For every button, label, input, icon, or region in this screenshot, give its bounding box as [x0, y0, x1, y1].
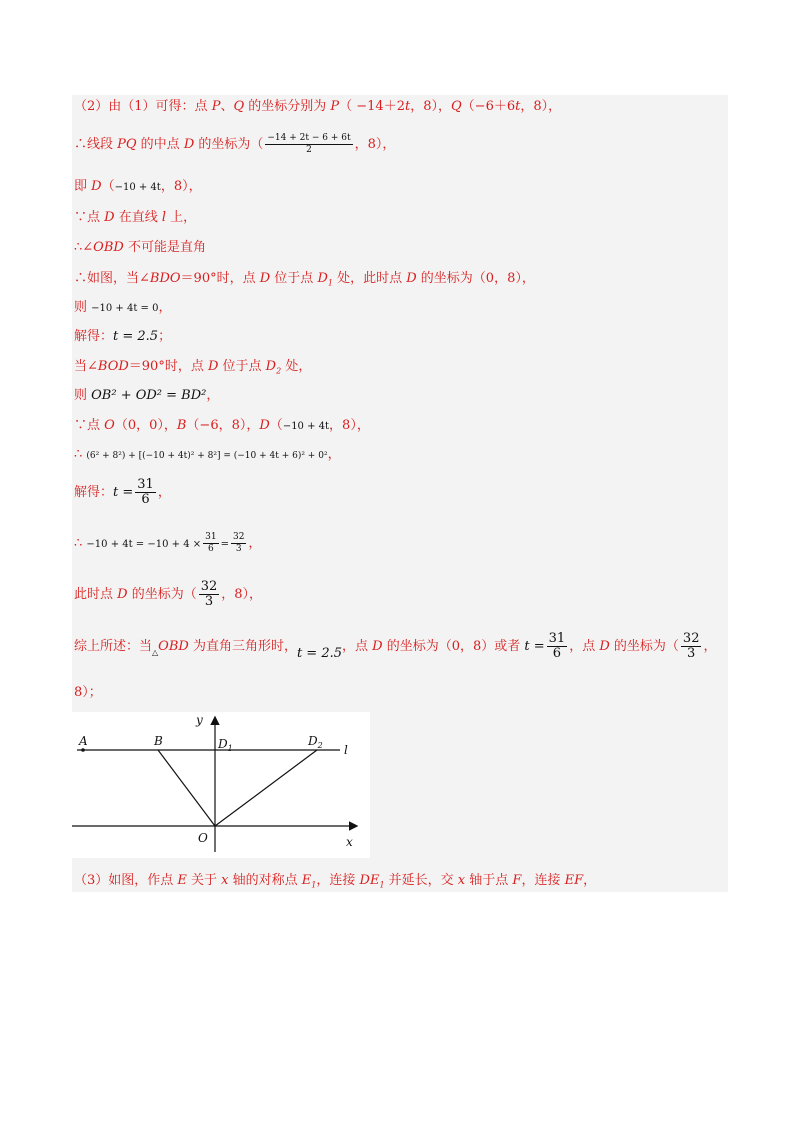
text: ，: [158, 300, 172, 315]
label-d1-sub: 1: [227, 744, 233, 753]
text: ，: [206, 388, 220, 403]
var-t: t: [404, 99, 411, 114]
math-expression: (6² + 8²) + [(−10 + 4t)² + 8²] = (−10 + 4t + 6)² + 0²: [86, 451, 328, 461]
var-p: P: [330, 99, 340, 114]
text: 、: [220, 99, 234, 114]
var-d: D: [406, 271, 417, 286]
text: 解得：: [74, 329, 114, 344]
text: ，8），: [221, 587, 263, 602]
text: 为直角三角形时，: [188, 639, 297, 654]
y-axis-label: y: [196, 713, 203, 727]
text-line-14: [74, 532, 261, 555]
math-expression: OB² + OD² = BD²: [91, 388, 207, 403]
fraction-numerator: 31: [548, 631, 566, 646]
text-line-5: [74, 240, 206, 256]
label-d2-letter: D: [308, 734, 318, 748]
text: 上，: [166, 210, 197, 225]
text-line-4: [74, 210, 196, 226]
math-lhs: −10 + 4t = −10 + 4 ×: [86, 539, 202, 550]
text: 处，: [281, 359, 312, 374]
fraction-32-3: [231, 532, 246, 555]
text: ，8），: [354, 137, 396, 152]
text: ＝90°时，点: [128, 359, 208, 374]
label-b: B: [154, 734, 163, 748]
math-expression: t = 2.5: [296, 646, 343, 661]
fraction-32-3: [199, 580, 220, 609]
text: 解得：: [74, 485, 114, 500]
var-obd: OBD: [93, 240, 124, 255]
fraction-denominator: 2: [306, 145, 312, 155]
text: ，8），: [160, 179, 202, 194]
text: （−6，8），: [186, 418, 260, 433]
label-d1: [217, 737, 233, 753]
fraction-denominator: 3: [204, 594, 214, 609]
subscript: 1: [379, 880, 385, 890]
text: ∵点: [74, 418, 105, 433]
text-line-11: [74, 418, 370, 435]
text-line-18: [74, 873, 596, 894]
text: 的坐标为（: [609, 639, 679, 654]
fraction-numerator: 32: [682, 631, 700, 646]
text: ∴线段: [74, 137, 118, 152]
text: 综上所述：当: [74, 639, 153, 654]
var-q: Q: [451, 99, 462, 114]
text: 在直线: [114, 210, 162, 225]
text: ∵点: [74, 210, 105, 225]
math-expression: −10 + 4t: [282, 421, 330, 432]
text-line-8: [74, 329, 171, 345]
segment-ob: [158, 750, 215, 826]
var-ef: EF: [564, 873, 584, 888]
var-d: D: [104, 210, 115, 225]
var-d: D: [259, 271, 271, 286]
math-expression: −10 + 4t = 0: [91, 303, 159, 314]
var-d: D: [207, 359, 219, 374]
text: ，连接: [521, 873, 565, 888]
fraction-numerator: 32: [200, 579, 218, 594]
text: 的坐标为（0，8）或者: [382, 639, 525, 654]
text: 轴的对称点: [228, 873, 302, 888]
text-line-3: [74, 179, 202, 196]
var-d: D: [599, 639, 610, 654]
fraction-denominator: 3: [235, 544, 242, 554]
text: ，连接: [316, 873, 360, 888]
label-d2-sub: 2: [317, 741, 323, 750]
fraction-numerator: 32: [232, 532, 245, 542]
text: ，8），: [410, 99, 451, 114]
text: 8）；: [74, 685, 102, 700]
label-o: O: [198, 831, 208, 845]
var-pq: PQ: [117, 137, 137, 152]
math-lhs: t =: [524, 639, 545, 654]
text-line-10: [74, 388, 219, 404]
text: （2）由（1）可得：点: [74, 99, 212, 114]
var-bod: BOD: [97, 359, 129, 374]
var-e1: E: [301, 873, 312, 888]
text: （0，0），: [114, 418, 177, 433]
text: 此时点: [74, 587, 118, 602]
text: ＝90°时，点: [180, 271, 260, 286]
equals-sign: =: [220, 539, 229, 550]
var-x: x: [221, 873, 229, 888]
text: 位于点: [218, 359, 266, 374]
fraction-31-6: [547, 632, 568, 661]
text: ，8），: [329, 418, 370, 433]
var-e: E: [177, 873, 187, 888]
text: 则: [74, 388, 92, 403]
var-d1: D: [317, 271, 328, 286]
var-d: D: [183, 137, 195, 152]
fraction-numerator: 31: [205, 532, 217, 542]
var-d2: D: [265, 359, 277, 374]
var-d: D: [117, 587, 128, 602]
text-line-2: [74, 133, 395, 156]
text-line-16: [74, 632, 716, 662]
text: ，: [703, 639, 717, 654]
text: 即: [74, 179, 92, 194]
var-bdo: BDO: [149, 271, 181, 286]
text: 处，此时点: [332, 271, 407, 286]
text: ，: [583, 873, 597, 888]
text-line-17: [74, 685, 102, 701]
x-axis-label: x: [346, 835, 353, 849]
text: ，: [248, 536, 262, 551]
fraction-numerator: 31: [137, 477, 154, 492]
label-d1-letter: D: [218, 737, 228, 751]
var-f: F: [512, 873, 522, 888]
text-line-7: [74, 300, 171, 317]
segment-od2: [215, 750, 317, 826]
text: ∴∠: [74, 240, 94, 255]
var-d: D: [91, 179, 102, 194]
var-d: D: [372, 639, 383, 654]
var-b: B: [176, 418, 187, 433]
fraction-31-6: [203, 532, 218, 555]
var-de1: DE: [359, 873, 380, 888]
text: 的坐标分别为: [244, 99, 331, 114]
triangle-symbol: △: [152, 648, 159, 657]
fraction-32-3: [681, 632, 702, 661]
text: ；: [158, 329, 172, 344]
text: （: [101, 179, 115, 194]
text: 的坐标为（: [194, 137, 264, 152]
label-a: A: [79, 734, 88, 748]
text: ，: [157, 485, 171, 500]
midpoint-fraction: [265, 133, 352, 156]
text: ，点: [342, 639, 373, 654]
text: 的坐标为（: [127, 587, 197, 602]
var-o: O: [104, 418, 115, 433]
text-line-9: [74, 359, 311, 380]
text: ∴: [74, 447, 87, 462]
text-line-15: [74, 580, 262, 609]
t-fraction: [135, 478, 156, 507]
text-line-6: [74, 271, 535, 292]
text: 关于: [186, 873, 222, 888]
text-line-12: [74, 447, 341, 464]
text: 位于点: [270, 271, 318, 286]
var-l: l: [161, 210, 167, 225]
text: （−6＋6: [461, 99, 516, 114]
subscript: 1: [327, 278, 333, 288]
math-lhs: t =: [113, 485, 134, 500]
coordinate-figure: [72, 712, 370, 858]
text: （3）如图，作点: [74, 873, 178, 888]
text: 的中点: [136, 137, 184, 152]
label-l: l: [344, 743, 348, 757]
point-a: [81, 748, 85, 752]
text: ，8），: [520, 99, 562, 114]
subscript: 2: [276, 366, 282, 376]
text-line-13: [74, 478, 171, 507]
math-expression: t = 2.5: [113, 329, 159, 344]
var-x: x: [457, 873, 466, 888]
fraction-denominator: 6: [141, 492, 150, 507]
text: ∴如图，当∠: [74, 271, 150, 286]
label-d2: [307, 734, 323, 750]
var-p: P: [211, 99, 221, 114]
coordinate-diagram: [72, 712, 370, 858]
text: 当∠: [74, 359, 98, 374]
text: 的坐标为（0，8），: [416, 271, 535, 286]
subscript: 1: [311, 880, 317, 890]
math-expression: −10 + 4t: [114, 182, 161, 193]
text: 不可能是直角: [123, 240, 206, 255]
text: 则: [74, 300, 92, 315]
text: ，: [327, 447, 341, 462]
text: ∴: [74, 536, 87, 551]
fraction-denominator: 6: [552, 646, 562, 661]
text-line-1: [74, 99, 561, 115]
var-t: t: [515, 99, 521, 114]
fraction-denominator: 6: [207, 544, 214, 554]
text: ，点: [569, 639, 600, 654]
var-q: Q: [233, 99, 245, 114]
text: （: [269, 418, 283, 433]
text: （ −14＋2: [339, 99, 405, 114]
fraction-numerator: −14 + 2t − 6 + 6t: [267, 133, 351, 143]
fraction-denominator: 3: [687, 646, 696, 661]
text: 轴于点: [465, 873, 513, 888]
text: 并延长，交: [384, 873, 458, 888]
var-obd: OBD: [158, 639, 189, 654]
var-d: D: [259, 418, 270, 433]
